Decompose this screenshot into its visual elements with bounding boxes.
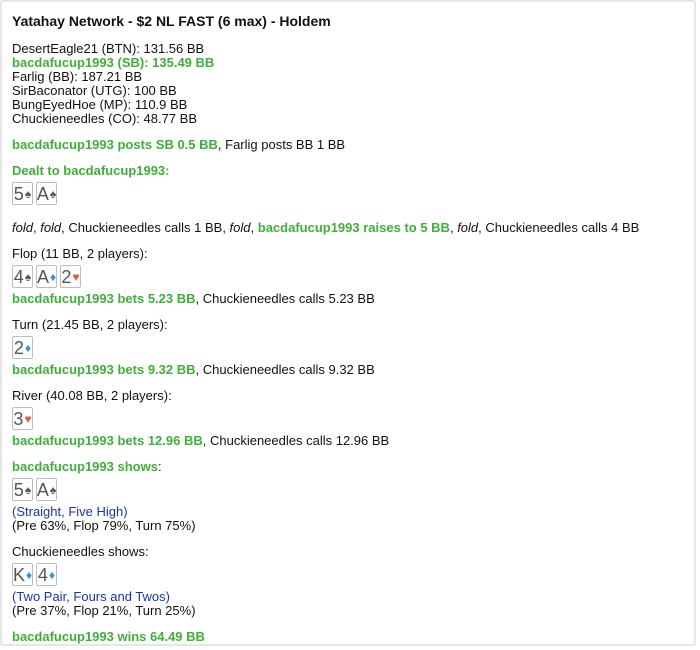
fold-action: fold xyxy=(40,220,62,235)
preflop-actions: fold, fold, Chuckieneedles calls 1 BB, fold, bacdafucup1993 raises to 5 BB, fold, Chuckieneedles calls 4 BB xyxy=(12,220,640,235)
river-actions xyxy=(12,434,692,448)
flop-actions xyxy=(12,292,692,306)
turn-label: Turn (21.45 BB, 2 players): xyxy=(12,317,168,332)
hero-hand-description: (Straight, Five High) xyxy=(12,504,128,519)
card xyxy=(60,265,81,288)
call-action: , Chuckieneedles calls 5.23 BB xyxy=(195,291,375,306)
card xyxy=(36,182,57,205)
card xyxy=(12,478,33,501)
card-rank: 3 xyxy=(13,408,24,429)
hero-equity: (Pre 63%, Flop 79%, Turn 75%) xyxy=(12,518,196,533)
card xyxy=(36,563,57,586)
call-action: , Chuckieneedles calls 1 BB, xyxy=(61,220,230,235)
hero-bet-action: bacdafucup1993 bets 5.23 BB xyxy=(12,291,196,306)
call-action: , Chuckieneedles calls 4 BB xyxy=(478,220,640,235)
blinds-line xyxy=(12,138,692,152)
hero-bet-action: bacdafucup1993 bets 9.32 BB xyxy=(12,362,196,377)
spade-icon: ♠ xyxy=(24,482,32,497)
card xyxy=(36,265,57,288)
hero-bet-action: bacdafucup1993 bets 12.96 BB xyxy=(12,433,203,448)
player-seat-btn: DesertEagle21 (BTN): 131.56 BB xyxy=(12,41,205,56)
hero-raise-action: bacdafucup1993 raises to 5 BB xyxy=(257,220,450,235)
player-seat-bb: Farlig (BB): 187.21 BB xyxy=(12,69,143,84)
flop-label: Flop (11 BB, 2 players): xyxy=(12,246,148,261)
card-rank: A xyxy=(36,266,49,287)
hero-showdown-cards xyxy=(12,478,692,501)
villain-shows-label: Chuckieneedles shows: xyxy=(12,544,149,559)
player-seat-utg: SirBaconator (UTG): 100 BB xyxy=(12,83,177,98)
diamond-icon: ♦ xyxy=(25,567,33,582)
river-label: River (40.08 BB, 2 players): xyxy=(12,388,172,403)
turn-actions xyxy=(12,363,692,377)
card-rank: 2 xyxy=(61,266,72,287)
player-seat-mp: BungEyedHoe (MP): 110.9 BB xyxy=(12,97,188,112)
villain-equity: (Pre 37%, Flop 21%, Turn 25%) xyxy=(12,603,196,618)
card-rank: A xyxy=(36,479,49,500)
villain-showdown-cards xyxy=(12,563,692,586)
card-rank: 4 xyxy=(13,266,24,287)
call-action: , Chuckieneedles calls 12.96 BB xyxy=(202,433,390,448)
card-rank: 5 xyxy=(13,479,24,500)
spade-icon: ♠ xyxy=(24,269,32,284)
card xyxy=(12,336,33,359)
heart-icon: ♥ xyxy=(72,269,80,284)
spade-icon: ♠ xyxy=(49,482,57,497)
call-action: , Chuckieneedles calls 9.32 BB xyxy=(195,362,375,377)
card xyxy=(36,478,57,501)
hand-history-content xyxy=(12,12,692,644)
hero-hole-cards xyxy=(12,182,692,205)
card xyxy=(12,563,33,586)
diamond-icon: ♦ xyxy=(49,269,57,284)
game-title: Yatahay Network - $2 NL FAST (6 max) - Holdem xyxy=(12,13,331,29)
card-rank: 4 xyxy=(37,564,48,585)
flop-cards xyxy=(12,265,692,288)
card xyxy=(12,407,33,430)
diamond-icon: ♦ xyxy=(48,567,56,582)
hero-shows-label: bacdafucup1993 shows: xyxy=(12,459,162,474)
fold-action: fold xyxy=(457,220,479,235)
spade-icon: ♠ xyxy=(49,186,57,201)
player-seat-sb-hero: bacdafucup1993 (SB): 135.49 BB xyxy=(12,55,215,70)
card-rank: K xyxy=(12,564,25,585)
player-list xyxy=(12,42,692,126)
card xyxy=(12,265,33,288)
villain-hand-description: (Two Pair, Fours and Twos) xyxy=(12,589,170,604)
diamond-icon: ♦ xyxy=(24,340,32,355)
card-rank: 5 xyxy=(13,183,24,204)
river-cards xyxy=(12,407,692,430)
spade-icon: ♠ xyxy=(24,186,32,201)
player-seat-co: Chuckieneedles (CO): 48.77 BB xyxy=(12,111,197,126)
dealt-label: Dealt to bacdafucup1993: xyxy=(12,163,170,178)
fold-action: fold xyxy=(12,220,33,235)
turn-cards xyxy=(12,336,692,359)
hand-result: bacdafucup1993 wins 64.49 BB xyxy=(12,629,205,644)
heart-icon: ♥ xyxy=(24,411,32,426)
fold-action: fold xyxy=(229,220,251,235)
hero-post-blind: bacdafucup1993 posts SB 0.5 BB xyxy=(12,137,218,152)
card-rank: 2 xyxy=(13,337,24,358)
card-rank: A xyxy=(36,183,49,204)
card xyxy=(12,182,33,205)
bb-post-blind: , Farlig posts BB 1 BB xyxy=(217,137,346,152)
